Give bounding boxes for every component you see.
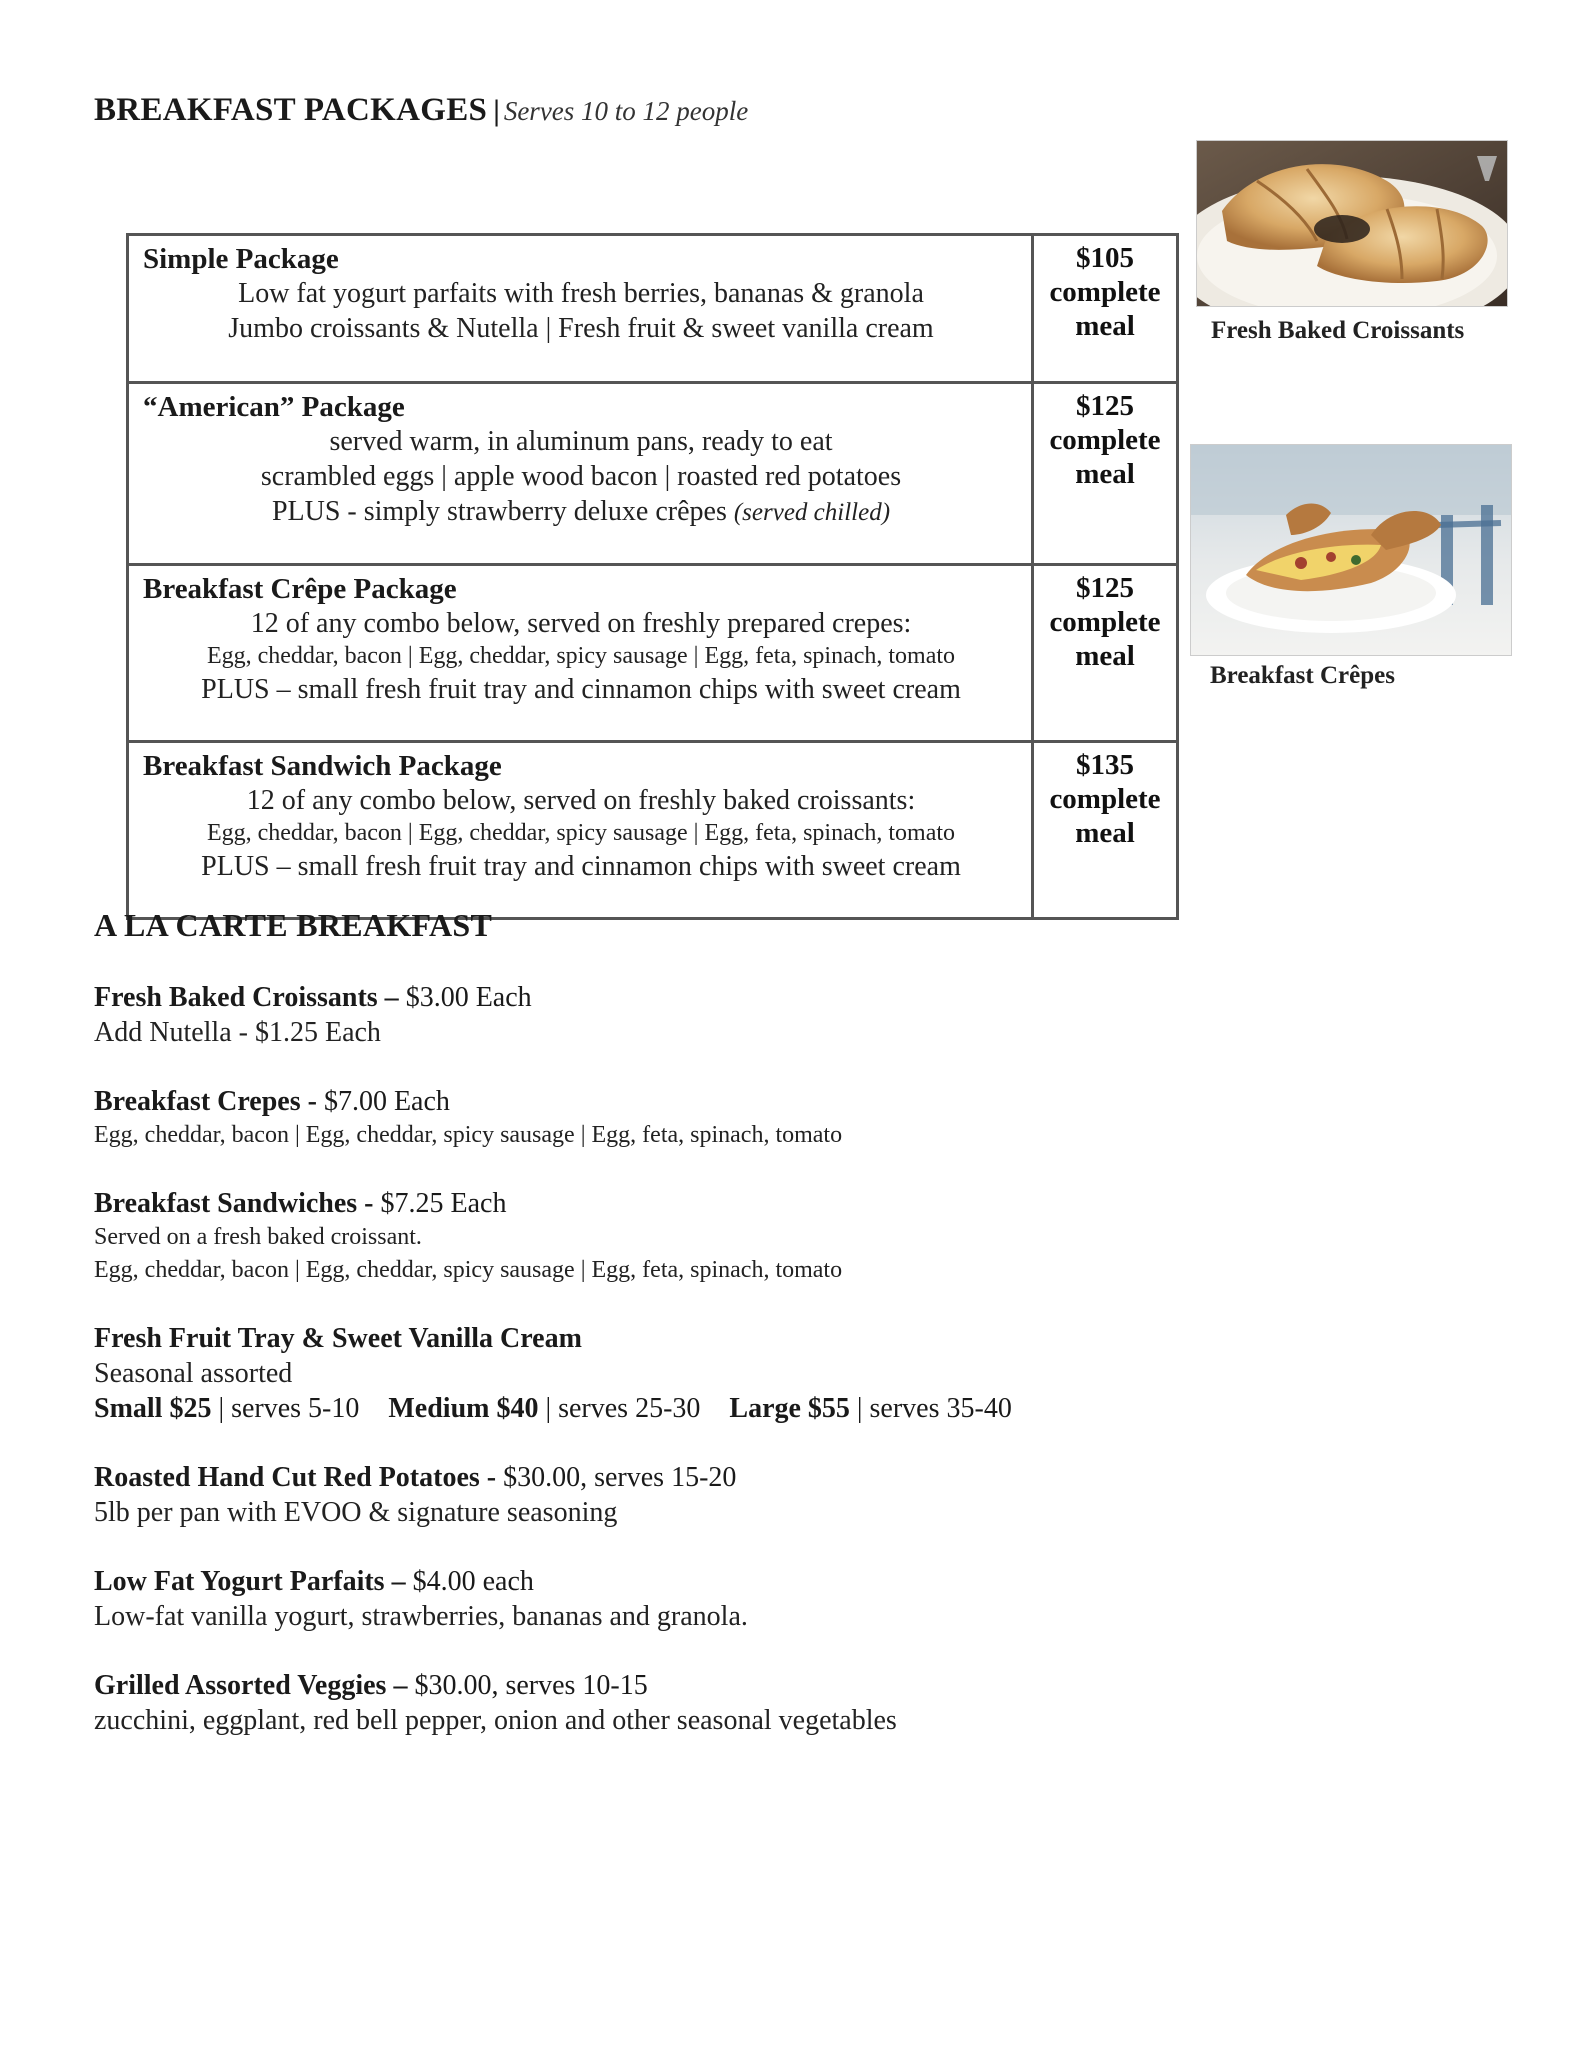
croissant-photo-block [1196, 140, 1508, 345]
package-intro: 12 of any combo below, served on freshly baked croissants: [246, 785, 916, 816]
menu-item-sandwiches [94, 1186, 1294, 1287]
package-price-note: meal [1075, 640, 1135, 672]
item-name: Breakfast Sandwiches - [94, 1188, 374, 1219]
item-desc: zucchini, eggplant, red bell pepper, onion and other seasonal vegetables [94, 1705, 897, 1736]
package-price: $125 [1076, 572, 1134, 604]
tier-large-label: Large $55 [729, 1393, 850, 1424]
crepe-photo-icon [1191, 445, 1511, 655]
fruit-tray-tiers [94, 1391, 1294, 1426]
package-price-note: complete [1049, 783, 1161, 815]
crepe-caption: Breakfast Crêpes [1210, 662, 1395, 689]
croissant-photo-icon [1197, 141, 1507, 306]
tier-small-serves: | serves 5-10 [218, 1393, 360, 1424]
package-row-sandwich [128, 742, 1178, 919]
package-name: “American” Package [143, 391, 405, 423]
package-price: $105 [1076, 242, 1134, 274]
item-desc: Served on a fresh baked croissant. [94, 1224, 422, 1250]
item-name: Grilled Assorted Veggies – [94, 1670, 408, 1701]
package-line: scrambled eggs | apple wood bacon | roasted red potatoes [260, 461, 902, 492]
package-price-note: complete [1049, 276, 1161, 308]
item-desc: Add Nutella - $1.25 Each [94, 1017, 381, 1048]
croissant-photo [1196, 140, 1508, 307]
tier-small-label: Small $25 [94, 1393, 212, 1424]
package-combos: Egg, cheddar, bacon | Egg, cheddar, spicy sausage | Egg, feta, spinach, tomato [206, 820, 956, 846]
page-header [94, 92, 748, 129]
menu-item-veggies [94, 1668, 1294, 1738]
item-price: $7.00 Each [316, 1086, 450, 1117]
item-name: Fresh Fruit Tray & Sweet Vanilla Cream [94, 1323, 582, 1354]
package-price: $125 [1076, 390, 1134, 422]
package-combos: Egg, cheddar, bacon | Egg, cheddar, spicy sausage | Egg, feta, spinach, tomato [206, 643, 956, 669]
package-price-note: meal [1075, 310, 1135, 342]
package-plus-line: PLUS - simply strawberry deluxe crêpes (served chilled) [271, 496, 891, 527]
package-plus-line: PLUS – small fresh fruit tray and cinnamon chips with sweet cream [201, 851, 961, 882]
package-name: Simple Package [143, 243, 339, 275]
package-line: served warm, in aluminum pans, ready to eat [329, 426, 833, 457]
menu-item-parfaits [94, 1564, 1294, 1634]
item-desc: Egg, cheddar, bacon | Egg, cheddar, spicy sausage | Egg, feta, spinach, tomato [94, 1122, 843, 1148]
crepe-photo [1190, 444, 1512, 656]
item-desc: Seasonal assorted [94, 1358, 293, 1389]
alacarte-section [94, 907, 1294, 1772]
package-price-note: complete [1049, 606, 1161, 638]
item-name: Roasted Hand Cut Red Potatoes - [94, 1462, 497, 1493]
item-name: Breakfast Crepes - [94, 1086, 317, 1117]
menu-item-potatoes [94, 1460, 1294, 1530]
croissant-caption: Fresh Baked Croissants [1211, 317, 1465, 344]
packages-table [126, 233, 1179, 920]
crepe-photo-block [1190, 444, 1512, 690]
package-row-american [128, 383, 1178, 565]
page-title: BREAKFAST PACKAGES [94, 92, 488, 128]
menu-item-croissants [94, 980, 1294, 1050]
package-price: $135 [1076, 749, 1134, 781]
package-price-note: meal [1075, 817, 1135, 849]
item-desc: Low-fat vanilla yogurt, strawberries, bananas and granola. [94, 1601, 748, 1632]
item-name: Low Fat Yogurt Parfaits – [94, 1566, 406, 1597]
menu-item-crepes [94, 1084, 1294, 1152]
item-name: Fresh Baked Croissants – [94, 982, 399, 1013]
item-price: $30.00, serves 15-20 [496, 1462, 737, 1493]
package-intro: 12 of any combo below, served on freshly prepared crepes: [250, 608, 912, 639]
tier-medium-label: Medium $40 [388, 1393, 539, 1424]
title-separator: | [493, 94, 500, 127]
item-desc: Egg, cheddar, bacon | Egg, cheddar, spicy sausage | Egg, feta, spinach, tomato [94, 1257, 843, 1283]
served-chilled-note: (served chilled) [733, 499, 891, 526]
package-row-crepe [128, 565, 1178, 742]
package-name: Breakfast Crêpe Package [143, 573, 457, 605]
menu-item-fruit-tray [94, 1321, 1294, 1426]
package-line: Low fat yogurt parfaits with fresh berries, bananas & granola [238, 278, 924, 309]
package-price-note: meal [1075, 458, 1135, 490]
package-price-note: complete [1049, 424, 1161, 456]
package-row-simple [128, 235, 1178, 383]
item-price: $4.00 each [405, 1566, 534, 1597]
package-line: Jumbo croissants & Nutella | Fresh fruit & sweet vanilla cream [228, 313, 934, 344]
alacarte-heading: A LA CARTE BREAKFAST [94, 907, 493, 943]
item-price: $7.25 Each [373, 1188, 507, 1219]
item-price: $30.00, serves 10-15 [407, 1670, 648, 1701]
package-plus-line: PLUS – small fresh fruit tray and cinnamon chips with sweet cream [201, 674, 961, 705]
item-price: $3.00 Each [398, 982, 532, 1013]
page-subtitle: Serves 10 to 12 people [503, 96, 749, 126]
package-name: Breakfast Sandwich Package [143, 750, 502, 782]
tier-medium-serves: | serves 25-30 [545, 1393, 701, 1424]
tier-large-serves: | serves 35-40 [856, 1393, 1012, 1424]
item-desc: 5lb per pan with EVOO & signature seasoning [94, 1497, 618, 1528]
